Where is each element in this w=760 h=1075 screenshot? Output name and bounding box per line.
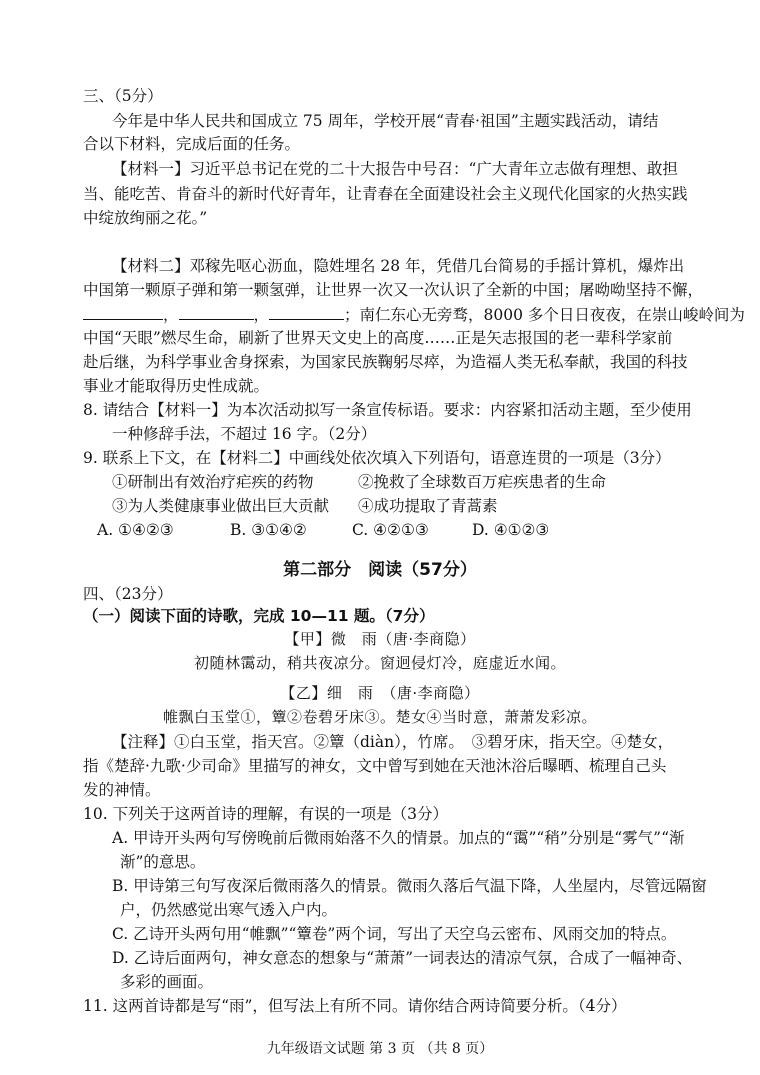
question-8-line-1: 8. 请结合【材料一】为本次活动拟写一条宣传标语。要求：内容紧扣活动主题，至少使用 bbox=[83, 401, 692, 419]
poem-a-title: 【甲】微 雨（唐·李商隐） bbox=[284, 630, 476, 648]
q9-sentence-2: ②挽救了全球数百万疟疾患者的生命 bbox=[358, 473, 607, 491]
blank-1[interactable] bbox=[83, 303, 163, 320]
q9-option-b[interactable]: B. ③①④② bbox=[230, 521, 307, 539]
material2-line-3: ， ， ；南仁东心无旁骛，8000 多个日日夜夜，在崇山峻岭间为 bbox=[83, 303, 745, 326]
material2-line-5: 赴后继，为科学事业舍身探索，为国家民族鞠躬尽瘁，为造福人类无私奉献，我国的科技 bbox=[83, 353, 688, 371]
question-9-stem: 9. 联系上下文，在【材料二】中画线处依次填入下列语句，语意连贯的一项是（3分） bbox=[83, 449, 671, 467]
section3-heading: 三、（5分） bbox=[83, 87, 163, 105]
section4-heading: 四、（23分） bbox=[83, 585, 173, 603]
q10-option-a-line-2: 渐”的意思。 bbox=[120, 853, 206, 871]
q9-option-d[interactable]: D. ④①②③ bbox=[472, 521, 550, 539]
poem-b-text: 帷飘白玉堂①，簟②卷碧牙床③。楚女④当时意，萧萧发彩凉。 bbox=[162, 708, 597, 726]
page-footer: 九年级语文试题 第 3 页 （共 8 页） bbox=[266, 1041, 494, 1057]
poem-a-text: 初随林霭动，稍共夜凉分。窗迥侵灯冷，庭虚近水闻。 bbox=[193, 654, 566, 672]
q10-option-b-line-1[interactable]: B. 甲诗第三句写夜深后微雨落久的情景。微雨久落后气温下降，人坐屋内，尽管远隔窗 bbox=[112, 877, 707, 895]
poem-b-title: 【乙】细 雨 （唐·李商隐） bbox=[280, 684, 480, 702]
material1-line-2: 当、能吃苦、肯奋斗的新时代好青年，让青春在全面建设社会主义现代化国家的火热实践 bbox=[83, 185, 688, 203]
q10-option-c[interactable]: C. 乙诗开头两句用“帷飘”“簟卷”两个词，写出了天空乌云密布、风雨交加的特点。 bbox=[112, 925, 677, 943]
question-10-stem: 10. 下列关于这两首诗的理解，有误的一项是（3分） bbox=[83, 805, 448, 823]
q9-sentence-3: ③为人类健康事业做出巨大贡献 bbox=[112, 497, 330, 515]
material2-line-2: 中国第一颗原子弹和第一颗氢弹，让世界一次又一次认识了全新的中国；屠呦呦坚持不懈， bbox=[83, 281, 704, 299]
q9-sentence-1: ①研制出有效治疗疟疾的药物 bbox=[112, 473, 314, 491]
material2-line-1: 【材料二】邓稼先呕心沥血，隐姓埋名 28 年，凭借几台简易的手摇计算机，爆炸出 bbox=[112, 257, 685, 275]
material2-line-6: 事业才能取得历史性成就。 bbox=[83, 377, 270, 395]
question-11-stem: 11. 这两首诗都是写“雨”，但写法上有所不同。请你结合两诗简要分析。（4分） bbox=[83, 997, 627, 1015]
q10-option-d-line-1[interactable]: D. 乙诗后面两句，神女意态的想象与“萧萧”一词表达的清凉气氛，合成了一幅神奇、 bbox=[112, 949, 693, 967]
q10-option-b-line-2: 户，仍然感觉出寒气透入户内。 bbox=[120, 901, 338, 919]
intro-line-1: 今年是中华人民共和国成立 75 周年，学校开展“青春·祖国”主题实践活动，请结 bbox=[112, 112, 659, 130]
q10-option-a-line-1[interactable]: A. 甲诗开头两句写傍晚前后微雨始落不久的情景。加点的“霭”“稍”分别是“雾气”“渐 bbox=[112, 829, 685, 847]
q9-option-c[interactable]: C. ④②①③ bbox=[352, 521, 429, 539]
note-line-3: 发的神情。 bbox=[83, 781, 161, 799]
part2-title: 第二部分 阅读（57分） bbox=[283, 560, 477, 580]
q9-sentence-4: ④成功提取了青蒿素 bbox=[358, 497, 498, 515]
subsection1-heading: （一）阅读下面的诗歌，完成 10—11 题。（7分） bbox=[83, 607, 435, 625]
material1-line-1: 【材料一】习近平总书记在党的二十大报告中号召：“广大青年立志做有理想、敢担 bbox=[112, 160, 678, 178]
blank-2[interactable] bbox=[179, 303, 254, 320]
note-line-1: 【注释】①白玉堂，指天宫。②簟（diàn），竹席。 ③碧牙床，指天空。④楚女， bbox=[112, 733, 674, 751]
note-line-2: 指《楚辞·九歌·少司命》里描写的神女，文中曾写到她在天池沐浴后曝晒、梳理自己头 bbox=[83, 757, 667, 775]
blank-3[interactable] bbox=[269, 303, 344, 320]
q10-option-d-line-2: 多彩的画面。 bbox=[120, 973, 214, 991]
q9-option-a[interactable]: A. ①④②③ bbox=[97, 521, 174, 539]
material2-line-4: 中国“天眼”燃尽生命，刷新了世界天文史上的高度……正是矢志报国的老一辈科学家前 bbox=[83, 329, 673, 347]
intro-line-2: 合以下材料，完成后面的任务。 bbox=[83, 135, 301, 153]
question-8-line-2: 一种修辞手法，不超过 16 字。（2分） bbox=[112, 425, 377, 443]
material1-line-3: 中绽放绚丽之花。” bbox=[83, 209, 208, 227]
